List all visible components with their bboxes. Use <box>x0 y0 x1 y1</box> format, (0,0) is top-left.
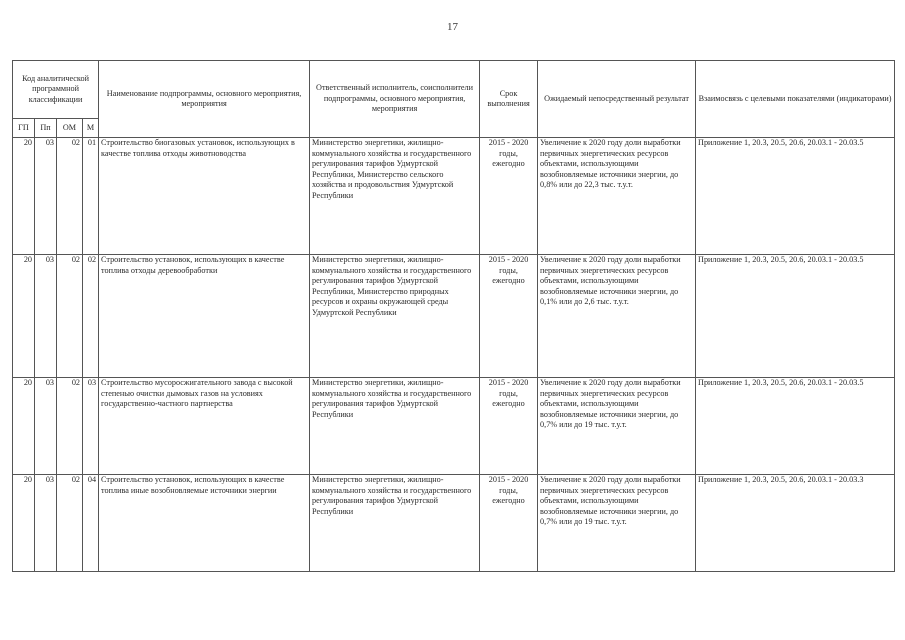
table-row <box>13 475 895 572</box>
cell-result: Увеличение к 2020 году доли выработки первичных энергетических ресурсов объектами, использующими возобновляемые источники энергии, до 0,7% или до 19 тыс. т.у.т. <box>538 475 696 572</box>
cell-result: Увеличение к 2020 году доли выработки первичных энергетических ресурсов объектами, использующими возобновляемые источники энергии, до 0,1% или до 2,6 тыс. т.у.т. <box>538 255 696 378</box>
header-result: Ожидаемый непосредственный результат <box>538 61 696 138</box>
cell-gp: 20 <box>13 475 35 572</box>
cell-m: 03 <box>83 378 99 475</box>
cell-link: Приложение 1, 20.3, 20.5, 20.6, 20.03.1 - 20.03.3 <box>696 475 895 572</box>
cell-term: 2015 - 2020 годы, ежегодно <box>480 378 538 475</box>
cell-om: 02 <box>57 138 83 255</box>
cell-pp: 03 <box>35 138 57 255</box>
header-code-group: Код аналитической программной классификации <box>13 61 99 119</box>
header-code-pp: Пп <box>35 119 57 138</box>
cell-gp: 20 <box>13 378 35 475</box>
cell-result: Увеличение к 2020 году доли выработки первичных энергетических ресурсов объектами, использующими возобновляемые источники энергии, до 0,8% или до 22,3 тыс. т.у.т. <box>538 138 696 255</box>
table-row <box>13 255 895 378</box>
cell-gp: 20 <box>13 255 35 378</box>
cell-name: Строительство установок, использующих в качестве топлива иные возобновляемые источники энергии <box>99 475 310 572</box>
cell-om: 02 <box>57 255 83 378</box>
cell-pp: 03 <box>35 475 57 572</box>
cell-om: 02 <box>57 475 83 572</box>
cell-name: Строительство мусоросжигательного завода с высокой степенью очистки дымовых газов на условиях государственно-частного партнерства <box>99 378 310 475</box>
cell-link: Приложение 1, 20.3, 20.5, 20.6, 20.03.1 - 20.03.5 <box>696 255 895 378</box>
table-row <box>13 378 895 475</box>
cell-m: 01 <box>83 138 99 255</box>
cell-pp: 03 <box>35 255 57 378</box>
header-term: Срок выполнения <box>480 61 538 138</box>
cell-gp: 20 <box>13 138 35 255</box>
table-header-row <box>13 61 895 119</box>
cell-executor: Министерство энергетики, жилищно-коммунального хозяйства и государственного регулирования тарифов Удмуртской Республики <box>310 475 480 572</box>
cell-link: Приложение 1, 20.3, 20.5, 20.6, 20.03.1 - 20.03.5 <box>696 138 895 255</box>
table-row <box>13 138 895 255</box>
header-link: Взаимосвязь с целевыми показателями (индикаторами) <box>696 61 895 138</box>
cell-result: Увеличение к 2020 году доли выработки первичных энергетических ресурсов объектами, использующими возобновляемые источники энергии, до 0,7% или до 19 тыс. т.у.т. <box>538 378 696 475</box>
header-code-gp: ГП <box>13 119 35 138</box>
header-code-om: ОМ <box>57 119 83 138</box>
header-code-m: М <box>83 119 99 138</box>
cell-m: 02 <box>83 255 99 378</box>
cell-m: 04 <box>83 475 99 572</box>
cell-executor: Министерство энергетики, жилищно-коммунального хозяйства и государственного регулирования тарифов Удмуртской Республики, Министерство природных ресурсов и охраны окружающей среды Удмуртской Республики <box>310 255 480 378</box>
cell-term: 2015 - 2020 годы, ежегодно <box>480 138 538 255</box>
program-table <box>12 60 895 572</box>
page-number: 17 <box>447 21 458 33</box>
cell-om: 02 <box>57 378 83 475</box>
header-name: Наименование подпрограммы, основного мероприятия, мероприятия <box>99 61 310 138</box>
cell-executor: Министерство энергетики, жилищно-коммунального хозяйства и государственного регулирования тарифов Удмуртской Республики, Министерство сельского хозяйства и продовольствия Удмуртской Республики <box>310 138 480 255</box>
cell-term: 2015 - 2020 годы, ежегодно <box>480 255 538 378</box>
cell-pp: 03 <box>35 378 57 475</box>
header-executor: Ответственный исполнитель, соисполнители подпрограммы, основного мероприятия, мероприятия <box>310 61 480 138</box>
cell-term: 2015 - 2020 годы, ежегодно <box>480 475 538 572</box>
cell-name: Строительство биогазовых установок, использующих в качестве топлива отходы животноводства <box>99 138 310 255</box>
cell-link: Приложение 1, 20.3, 20.5, 20.6, 20.03.1 - 20.03.5 <box>696 378 895 475</box>
cell-executor: Министерство энергетики, жилищно-коммунального хозяйства и государственного регулирования тарифов Удмуртской Республики <box>310 378 480 475</box>
cell-name: Строительство установок, использующих в качестве топлива отходы деревообработки <box>99 255 310 378</box>
